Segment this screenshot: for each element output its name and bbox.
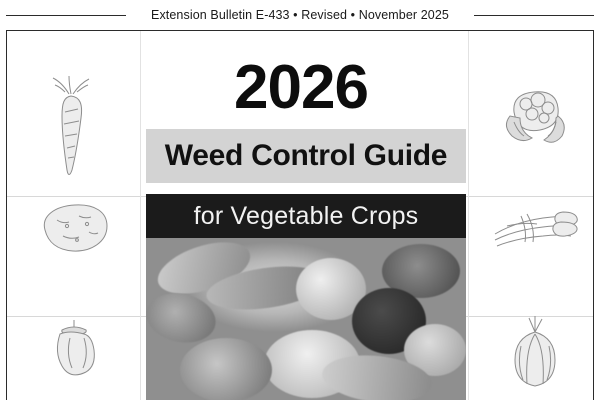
cover-frame <box>6 30 594 400</box>
cover-title: Weed Control Guide <box>164 139 448 172</box>
header-rule-right <box>474 15 594 16</box>
onion-icon <box>469 316 594 400</box>
asparagus-icon <box>469 196 594 316</box>
cover-year: 2026 <box>234 53 368 122</box>
cover-title-band <box>146 129 466 183</box>
potato-icon <box>8 196 140 316</box>
cover-subtitle: for Vegetable Crops <box>193 201 419 230</box>
pepper-icon <box>8 316 140 400</box>
cauliflower-icon <box>469 76 594 196</box>
cover-subtitle-band <box>146 194 466 238</box>
header-rule-left <box>6 15 126 16</box>
bulletin-header-text: Extension Bulletin E-433 • Revised • November 2025 <box>141 8 459 22</box>
bulletin-header <box>0 0 600 30</box>
vegetable-basket-photo <box>146 238 466 400</box>
carrot-icon <box>8 76 140 196</box>
photo-vegetable-shape <box>180 338 272 400</box>
